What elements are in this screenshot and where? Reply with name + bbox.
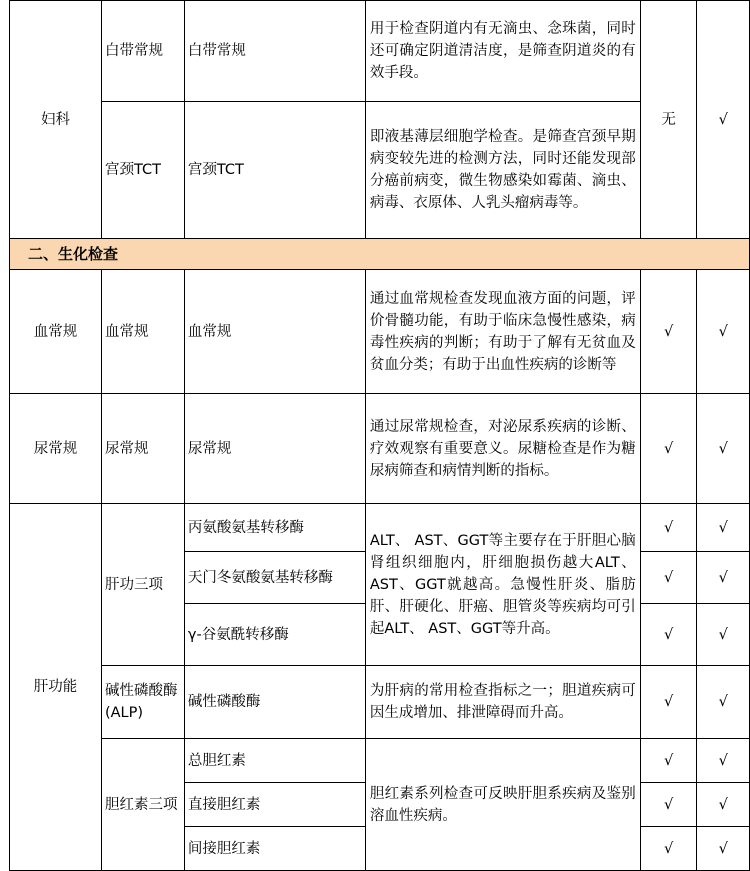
- item-cell: 尿常规: [184, 394, 365, 504]
- table-row: [10, 504, 750, 552]
- check-cell: √: [697, 270, 750, 394]
- check-cell: √: [640, 827, 697, 871]
- check-cell: √: [697, 739, 750, 783]
- category-cell: 妇科: [10, 1, 102, 239]
- exam-items-table: [9, 0, 750, 871]
- item-cell: 间接胆红素: [184, 827, 365, 871]
- description-cell: 为肝病的常用检查指标之一；胆道疾病可因生成增加、排泄障碍而升高。: [365, 666, 640, 739]
- check-cell: √: [697, 1, 750, 239]
- description-cell: 通过尿常规检查，对泌尿系疾病的诊断、疗效观察有重要意义。尿糖检查是作为糖尿病筛查和病情判断的指标。: [365, 394, 640, 504]
- check-cell: √: [640, 504, 697, 552]
- group-cell: 白带常规: [101, 1, 184, 102]
- item-cell: 总胆红素: [184, 739, 365, 783]
- check-cell: √: [697, 394, 750, 504]
- table-row: [10, 102, 750, 239]
- table-row: [10, 394, 750, 504]
- section-title: 二、生化检查: [10, 239, 750, 270]
- check-cell: √: [640, 783, 697, 827]
- check-cell: √: [697, 604, 750, 666]
- check-cell: √: [697, 504, 750, 552]
- check-cell: 无: [640, 1, 697, 239]
- description-cell: 用于检查阴道内有无滴虫、念珠菌，同时还可确定阴道清洁度，是筛查阴道炎的有效手段。: [365, 1, 640, 102]
- item-cell: 宫颈TCT: [184, 102, 365, 239]
- section-header-row: [10, 239, 750, 270]
- group-cell: 碱性磷酸酶(ALP): [101, 666, 184, 739]
- check-cell: √: [697, 552, 750, 604]
- description-cell: 通过血常规检查发现血液方面的问题，评价骨髓功能，有助于临床急慢性感染，病毒性疾病的判断；有助于了解有无贫血及贫血分类；有助于出血性疾病的诊断等: [365, 270, 640, 394]
- category-cell: 肝功能: [10, 504, 102, 871]
- item-cell: γ-谷氨酰转移酶: [184, 604, 365, 666]
- item-cell: 白带常规: [184, 1, 365, 102]
- group-cell: 肝功三项: [101, 504, 184, 666]
- category-cell: 血常规: [10, 270, 102, 394]
- check-cell: √: [640, 270, 697, 394]
- table-row: [10, 1, 750, 102]
- table-row: [10, 666, 750, 739]
- group-cell: 血常规: [101, 270, 184, 394]
- check-cell: √: [697, 783, 750, 827]
- check-cell: √: [640, 604, 697, 666]
- table-row: [10, 739, 750, 783]
- item-cell: 丙氨酸氨基转移酶: [184, 504, 365, 552]
- check-cell: √: [697, 666, 750, 739]
- description-cell: 即液基薄层细胞学检查。是筛查宫颈早期病变较先进的检测方法，同时还能发现部分癌前病变，微生物感染如霉菌、滴虫、病毒、衣原体、人乳头瘤病毒等。: [365, 102, 640, 239]
- item-cell: 碱性磷酸酶: [184, 666, 365, 739]
- check-cell: √: [640, 666, 697, 739]
- item-cell: 天门冬氨酸氨基转移酶: [184, 552, 365, 604]
- check-cell: √: [697, 827, 750, 871]
- check-cell: √: [640, 552, 697, 604]
- description-cell: 胆红素系列检查可反映肝胆系疾病及鉴别溶血性疾病。: [365, 739, 640, 871]
- group-cell: 宫颈TCT: [101, 102, 184, 239]
- group-cell: 胆红素三项: [101, 739, 184, 871]
- item-cell: 直接胆红素: [184, 783, 365, 827]
- check-cell: √: [640, 739, 697, 783]
- table-row: [10, 270, 750, 394]
- check-cell: √: [640, 394, 697, 504]
- category-cell: 尿常规: [10, 394, 102, 504]
- item-cell: 血常规: [184, 270, 365, 394]
- description-cell: ALT、 AST、GGT等主要存在于肝胆心脑肾组织细胞内，肝细胞损伤越大ALT、 AST、GGT就越高。急慢性肝炎、脂肪肝、肝硬化、肝癌、胆管炎等疾病均可引起ALT、 AST、GGT等升高。: [365, 504, 640, 666]
- group-cell: 尿常规: [101, 394, 184, 504]
